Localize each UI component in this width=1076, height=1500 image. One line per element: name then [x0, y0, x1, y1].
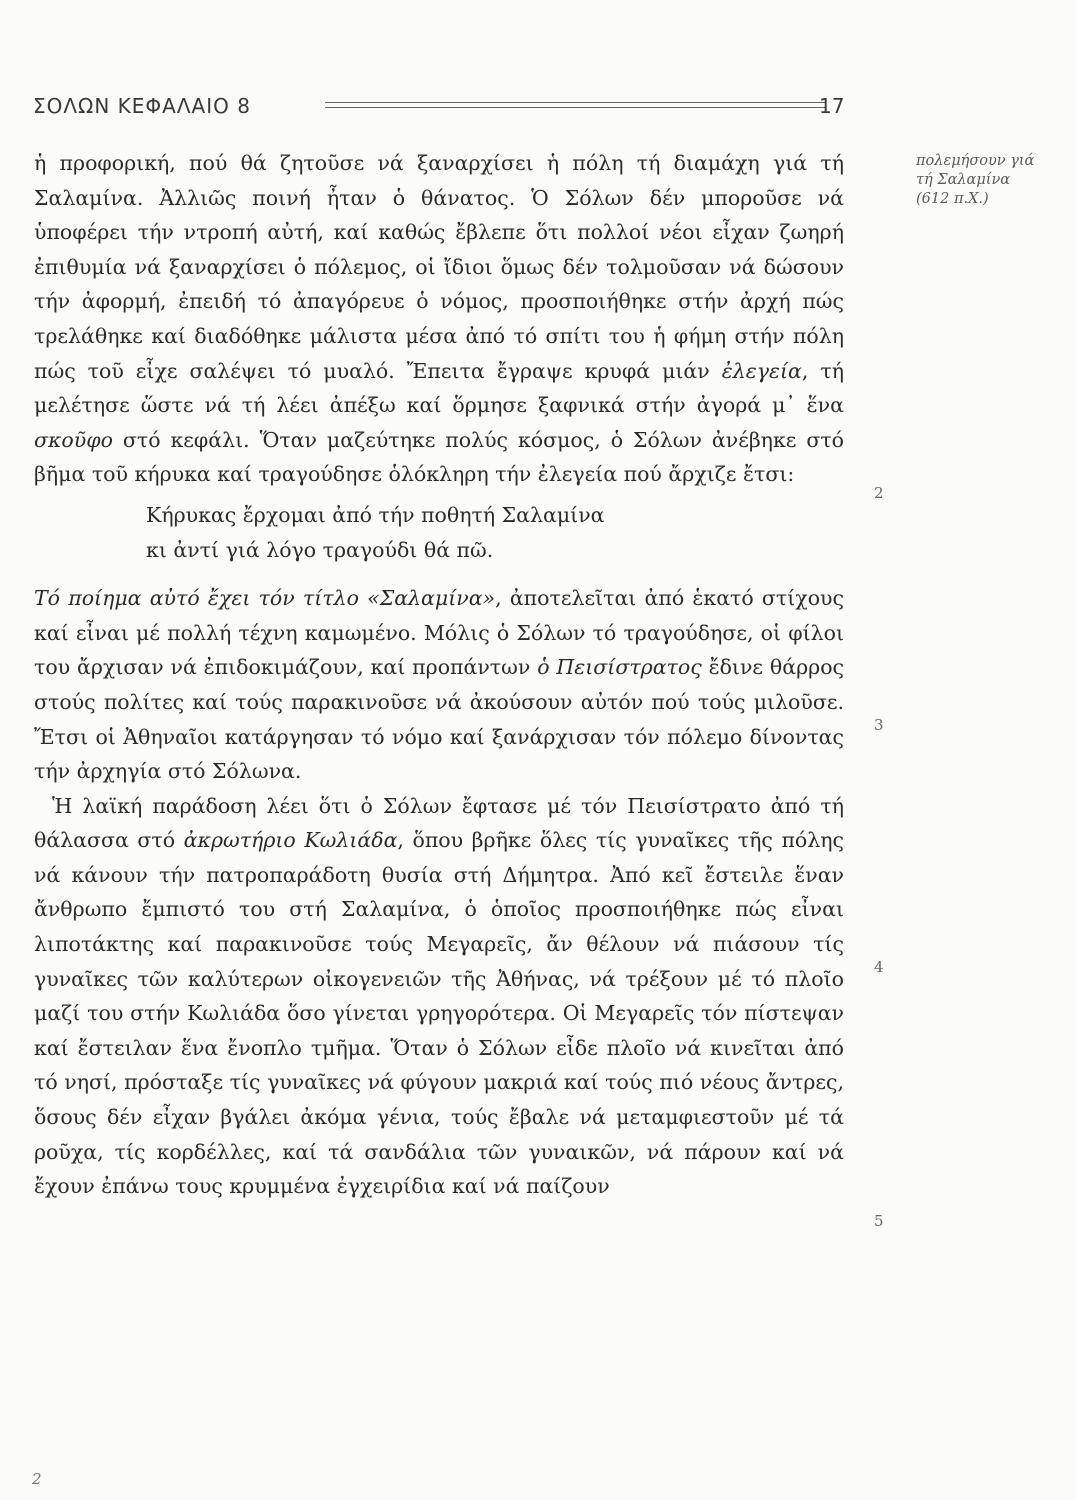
italic-term: σκοῦφο	[34, 427, 113, 452]
paragraph-number: 4	[874, 958, 884, 976]
header-rule-bottom	[325, 107, 825, 108]
paragraph-number: 3	[874, 716, 884, 734]
verse-line: κι ἀντί γιά λόγο τραγούδι θά πῶ.	[146, 537, 494, 562]
italic-phrase: Τό ποίημα αὐτό ἔχει τόν τίτλο «Σαλαμίνα»	[34, 586, 496, 611]
paragraph-number: 2	[874, 484, 884, 502]
italic-name: ὁ Πεισίστρατος	[537, 655, 702, 680]
margin-note-line: τή Σαλαμίνα	[916, 172, 1011, 188]
italic-place: ἀκρωτήριο Κωλιάδα	[183, 828, 398, 853]
running-header	[33, 94, 853, 128]
paragraph: Τό ποίημα αὐτό ἔχει τόν τίτλο «Σαλαμίνα», ἀποτελεῖται ἀπό ἑκατό στίχους καί εἶναι μέ πολλή τέχνη καμωμένο. Μόλις ὁ Σόλων τό τραγούδησε, οἱ φίλοι του ἄρχισαν νά ἐπιδοκιμάζουν, καί προπάντων ὁ Πεισίστρατος ἔδινε θάρρος στούς πολίτες καί τούς παρακινοῦσε νά ἀκούσουν αὐτόν πού τούς μιλοῦσε. Ἔτσι οἱ Ἀθηναῖοι κατάργησαν τό νόμο καί ξανάρχισαν τόν πόλεμο δίνοντας τήν ἀρχηγία στό Σόλωνα.	[34, 586, 845, 784]
paragraph: Ἡ λαϊκή παράδοση λέει ὅτι ὁ Σόλων ἔφτασε μέ τόν Πεισίστρατο ἀπό τή θάλασσα στό ἀκρωτήριο Κωλιάδα, ὅπου βρῆκε ὅλες τίς γυναῖκες τῆς πόλης νά κάνουν τήν πατροπαράδοτη θυσία στή Δήμητρα. Ἀπό κεῖ ἔστειλε ἕναν ἄνθρωπο ἔμπιστό του στή Σαλαμίνα, ὁ ὁποῖος προσποιήθηκε πώς εἶναι λιποτάκτης καί παρακινοῦσε τούς Μεγαρεῖς, ἄν θέλουν νά πιάσουν τίς γυναῖκες τῶν καλύτερων οἰκογενειῶν τῆς Ἀθήνας, νά τρέξουν μέ τό πλοῖο μαζί του στήν Κωλιάδα ὅσο γίνεται γρηγορότερα. Οἱ Μεγαρεῖς τόν πίστεψαν καί ἔστειλαν ἕνα ἔνοπλο τμῆμα. Ὅταν ὁ Σόλων εἶδε πλοῖο νά κινεῖται ἀπό τό νησί, πρόσταξε τίς γυναῖκες νά φύγουν μακριά καί τούς πιό νέους ἄντρες, ὅσους δέν εἶχαν βγάλει ἀκόμα γένια, τούς ἔβαλε νά μεταμφιεστοῦν μέ τά ροῦχα, τίς κορδέλλες, καί τά σανδάλια τῶν γυναικῶν, νά πάρουν καί νά ἔχουν ἐπάνω τους κρυμμένα ἐγχειρίδια καί νά παίζουν	[34, 793, 845, 1199]
verse	[146, 498, 844, 567]
margin-note-date: (612 π.Χ.)	[916, 191, 989, 207]
signature-number: 2	[32, 1470, 42, 1488]
margin-note-line: πολεμήσουν γιά	[916, 153, 1035, 169]
body-text	[34, 146, 844, 1204]
header-rule-top	[325, 102, 825, 103]
verse-line: Κήρυκας ἔρχομαι ἀπό τήν ποθητή Σαλαμίνα	[146, 502, 605, 527]
chapter-title: ΣΟΛΩΝ ΚΕΦΑΛΑΙΟ 8	[33, 94, 251, 118]
paragraph-number: 5	[874, 1212, 884, 1230]
margin-note	[916, 152, 1066, 209]
italic-term: ἐλεγεία	[721, 358, 802, 383]
page-number: 17	[819, 94, 845, 118]
paragraph: ἡ προφορική, πού θά ζητοῦσε νά ξαναρχίσει ἡ πόλη τή διαμάχη γιά τή Σαλαμίνα. Ἀλλιῶς ποινή ἦταν ὁ θάνατος. Ὁ Σόλων δέν μποροῦσε νά ὑποφέρει τήν ντροπή αὐτή, καί καθώς ἔβλεπε ὅτι πολλοί νέοι εἶχαν ζωηρή ἐπιθυμία νά ξαναρχίσει ὁ πόλεμος, οἱ ἴδιοι ὅμως δέν τολμοῦσαν νά δώσουν τήν ἀφορμή, ἐπειδή τό ἀπαγόρευε ὁ νόμος, προσποιήθηκε στήν ἀρχή πώς τρελάθηκε καί διαδόθηκε μάλιστα μέσα ἀπό τό σπίτι του ἡ φήμη στήν πόλη πώς τοῦ εἶχε σαλέψει τό μυαλό. Ἔπειτα ἔγραψε κρυφά μιάν ἐλεγεία, τή μελέτησε ὥστε νά τή λέει ἀπέξω καί ὅρμησε ξαφνικά στήν ἀγορά μ᾽ ἕνα σκοῦφο στό κεφάλι. Ὅταν μαζεύτηκε πολύς κόσμος, ὁ Σόλων ἀνέβηκε στό βῆμα τοῦ κήρυκα καί τραγούδησε ὁλόκληρη τήν ἐλεγεία πού ἄρχιζε ἔτσι:	[34, 151, 844, 487]
